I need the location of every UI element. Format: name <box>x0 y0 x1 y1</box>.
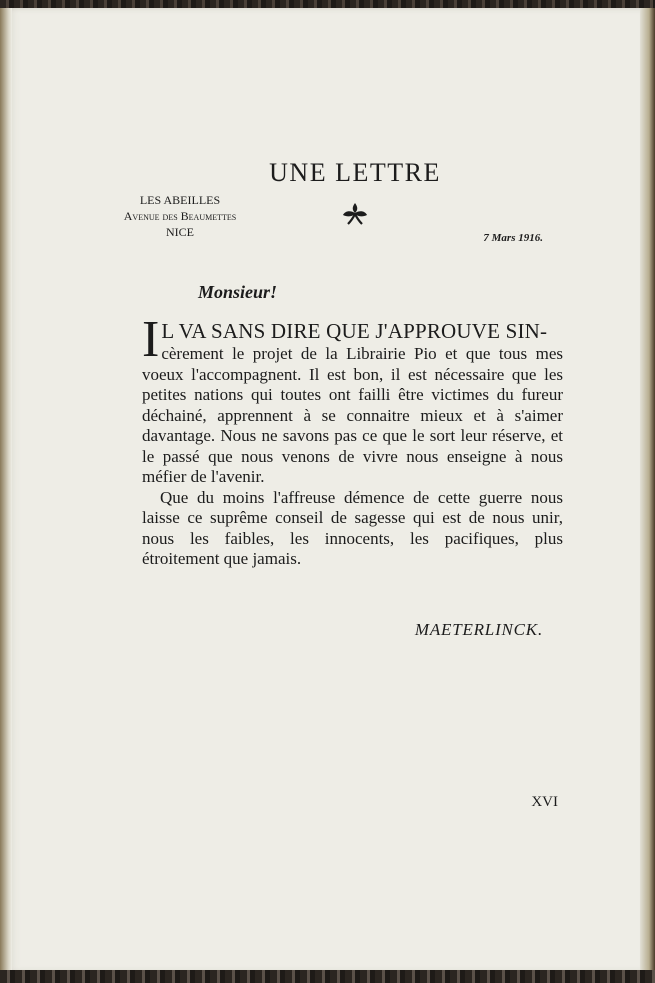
page-number: XVI <box>531 794 558 810</box>
salutation: Monsieur! <box>198 282 278 302</box>
address-line-2: Avenue des Beaumettes <box>123 209 237 223</box>
letter-first-line: L VA SANS DIRE QUE J'APPROUVE SIN- <box>161 319 548 343</box>
letter-paragraph-2: Que du moins l'affreuse démence de cette guerre nous laisse ce suprême conseil de sagesse qui est de nous unir, nous les faibles, les innocents, les pacifiques, plus étroitement que jamais. <box>142 487 563 568</box>
drop-cap: I <box>142 311 160 368</box>
signature: MAETERLINCK. <box>414 620 543 639</box>
page-title: UNE LETTRE <box>269 158 441 187</box>
address-line-1: LES ABEILLES <box>139 193 221 207</box>
page-fore-edge <box>640 8 655 972</box>
letter-body <box>142 311 563 570</box>
letter-paragraph-1: cèrement le projet de la Librairie Pio et que tous mes voeux l'accompagnent. Il est bon, il est nécessaire que les petites nations qui toutes ont failli être victimes du fureur déchainé, apprennent à se connaitre mieux et à s'aimer davantage. Nous ne savons pas ce que le sort leur réserve, et le passé que nous venons de vivre nous enseigne à nous méfier de l'avenir. <box>142 344 563 486</box>
book-bottom-edge <box>0 970 655 983</box>
address-line-3: NICE <box>166 225 194 239</box>
page-gutter <box>0 8 12 972</box>
letter-date: 7 Mars 1916. <box>483 232 543 244</box>
fleuron-icon <box>338 200 372 228</box>
sender-address <box>100 192 260 240</box>
